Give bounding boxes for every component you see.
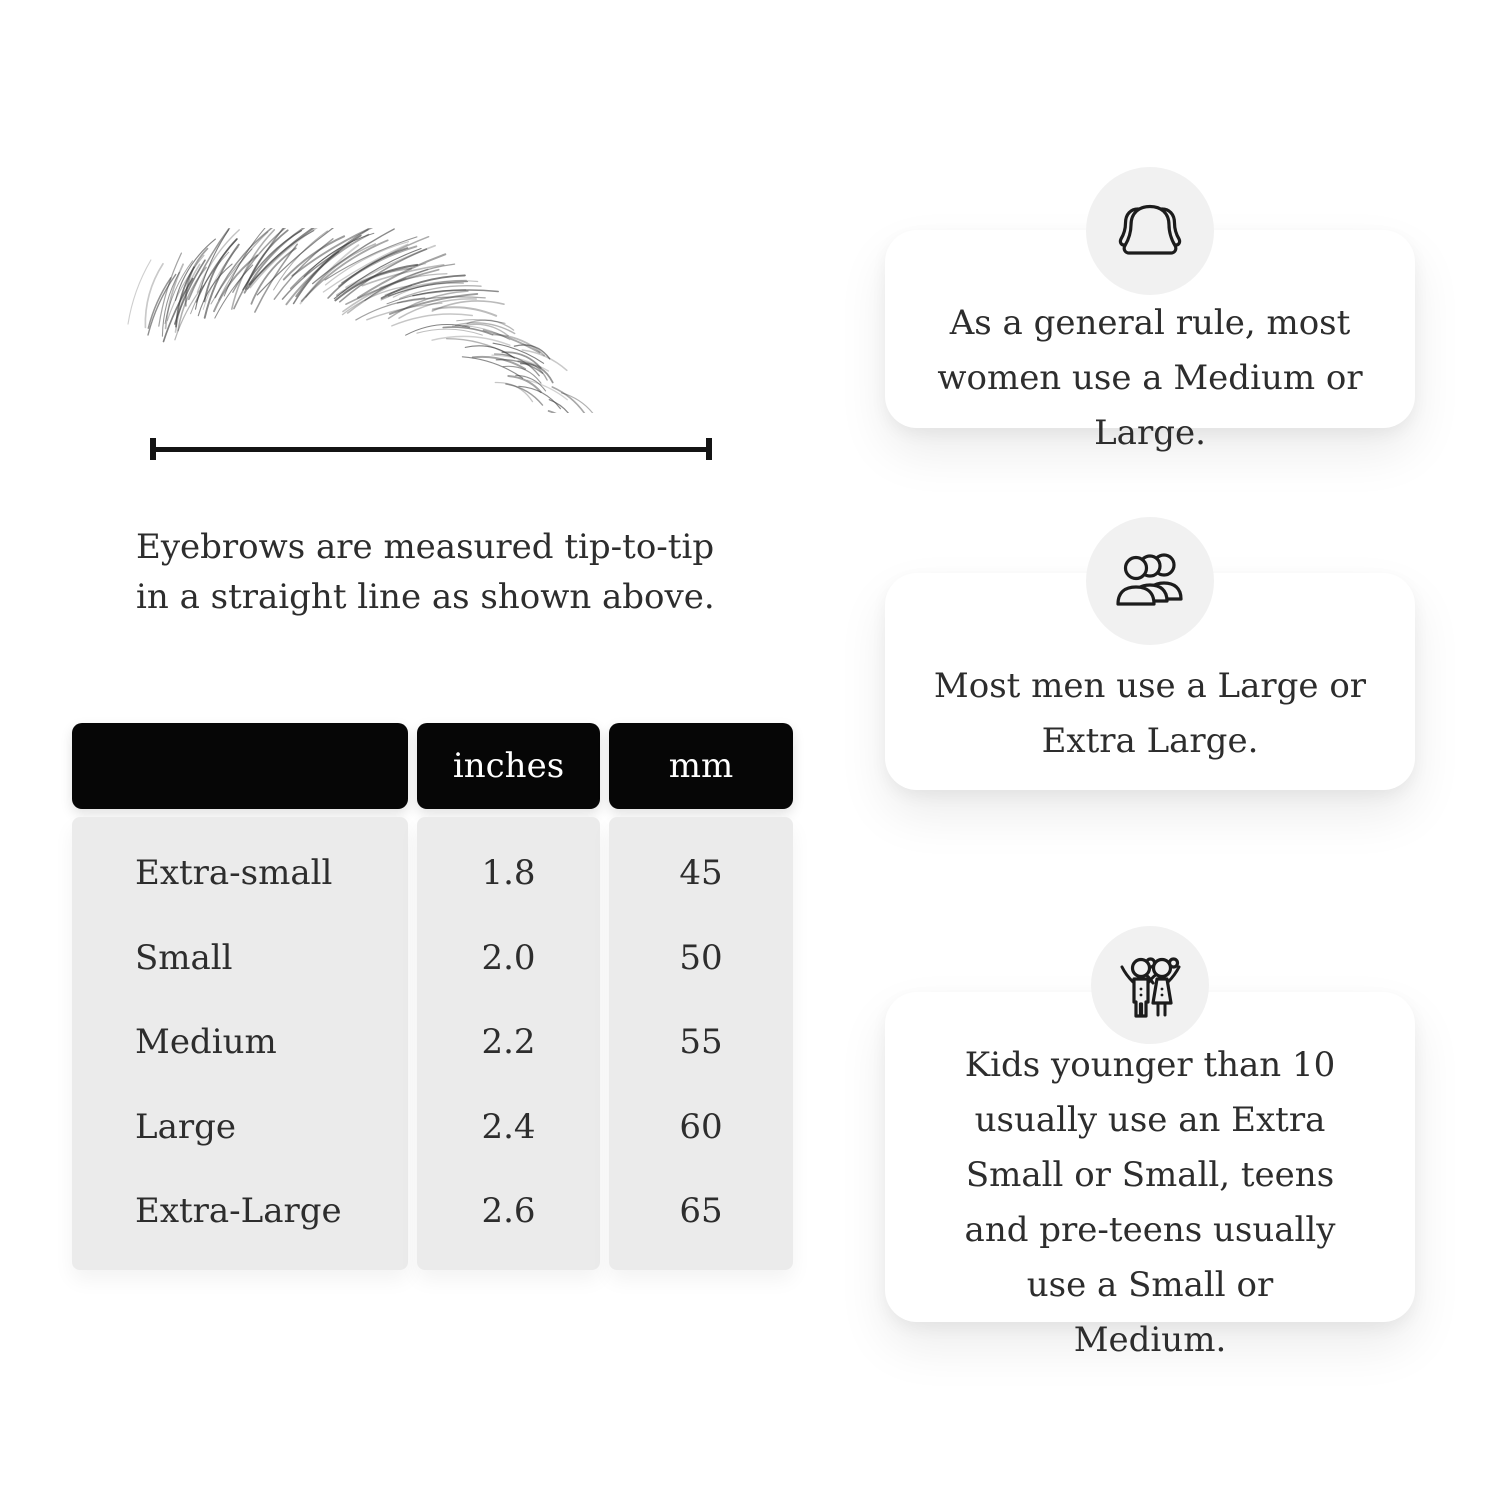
size-label: Large xyxy=(135,1106,236,1147)
inches-value: 2.6 xyxy=(481,1191,536,1232)
measurement-line-bar xyxy=(150,447,712,452)
size-table xyxy=(72,723,793,1270)
measurement-caption xyxy=(136,522,796,622)
icon-circle-women xyxy=(1086,167,1214,295)
header-cell-mm: mm xyxy=(609,723,793,809)
table-row xyxy=(72,831,793,916)
size-label: Medium xyxy=(135,1022,277,1063)
table-row xyxy=(72,1000,793,1085)
advice-text-women: As a general rule, most women use a Medium or Large. xyxy=(937,303,1363,453)
icon-circle-men xyxy=(1086,517,1214,645)
size-label: Extra-small xyxy=(135,853,333,894)
inches-value: 2.0 xyxy=(481,937,536,978)
inches-value: 2.2 xyxy=(481,1022,536,1063)
mm-value: 65 xyxy=(679,1191,723,1232)
advice-text-kids: Kids younger than 10 usually use an Extra Small or Small, teens and pre-teens usually use a Small or Medium. xyxy=(964,1045,1336,1360)
mm-value: 60 xyxy=(679,1106,723,1147)
caption-line-1: Eyebrows are measured tip-to-tip xyxy=(136,527,715,567)
size-label: Extra-Large xyxy=(135,1191,342,1232)
women-group-icon xyxy=(1112,193,1188,269)
advice-text-men: Most men use a Large or Extra Large. xyxy=(933,666,1367,761)
size-table-header xyxy=(72,723,793,809)
measurement-line xyxy=(150,437,712,461)
mm-value: 45 xyxy=(679,853,723,894)
inches-value: 1.8 xyxy=(481,853,536,894)
table-row xyxy=(72,1085,793,1170)
kids-icon xyxy=(1112,947,1188,1023)
table-row xyxy=(72,916,793,1001)
men-group-icon xyxy=(1112,543,1188,619)
caption-line-2: in a straight line as shown above. xyxy=(136,577,715,617)
icon-circle-kids xyxy=(1091,926,1209,1044)
size-table-rows xyxy=(72,817,793,1270)
header-cell-size xyxy=(72,723,408,809)
header-cell-inches: inches xyxy=(417,723,600,809)
mm-value: 50 xyxy=(679,937,723,978)
measurement-line-right-cap xyxy=(706,438,712,460)
inches-value: 2.4 xyxy=(481,1106,536,1147)
size-label: Small xyxy=(135,937,233,978)
table-row xyxy=(72,1169,793,1254)
eyebrow-illustration xyxy=(112,228,596,413)
mm-value: 55 xyxy=(679,1022,723,1063)
